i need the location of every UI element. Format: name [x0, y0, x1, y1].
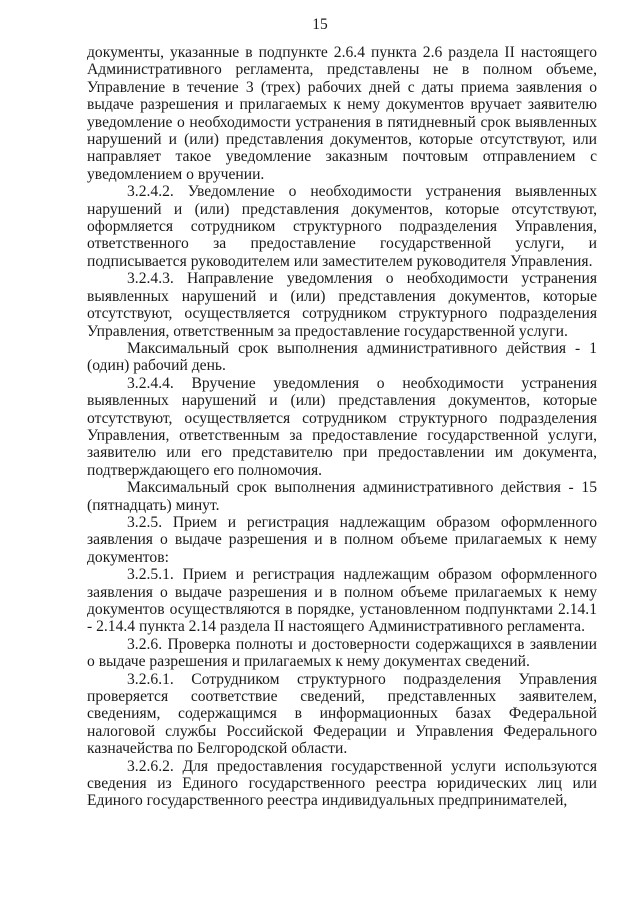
- paragraph: 3.2.6.1. Сотрудником структурного подразделения Управления проверяется соответствие сведений, представленных заявителем, сведениям, содержащимся в информационных базах Федеральной налоговой службы Российской Федерации и Управления Федерального казначейства по Белгородской области.: [87, 670, 597, 758]
- paragraph: 3.2.6. Проверка полноты и достоверности содержащихся в заявлении о выдаче разрешения и прилагаемых к нему документах сведений.: [87, 635, 597, 671]
- paragraph: 3.2.5.1. Прием и регистрация надлежащим образом оформленного заявления о выдаче разрешения и в полном объеме прилагаемых к нему документов осуществляются в порядке, установленном подпунктами 2.14.1 - 2.14.4 пункта 2.14 раздела II настоящего Административного регламента.: [87, 566, 597, 636]
- paragraph: 3.2.4.4. Вручение уведомления о необходимости устранения выявленных нарушений и (или) представления документов, которые отсутствуют, осуществляется сотрудником структурного подразделения Управления, ответственным за предоставление государственной услуги, заявителю или его представителю при предоставлении им документа, подтверждающего его полномочия.: [87, 374, 597, 479]
- page-number: 15: [312, 16, 328, 33]
- paragraph: 3.2.4.3. Направление уведомления о необходимости устранения выявленных нарушений и (или) представления документов, которые отсутствуют, осуществляется сотрудником структурного подразделения Управления, ответственным за предоставление государственной услуги.: [87, 270, 597, 340]
- paragraph: 3.2.5. Прием и регистрация надлежащим образом оформленного заявления о выдаче разрешения и в полном объеме прилагаемых к нему документов:: [87, 513, 597, 566]
- document-body: [87, 44, 597, 810]
- paragraph: 3.2.6.2. Для предоставления государственной услуги используются сведения из Единого государственного реестра юридических лиц или Единого государственного реестра индивидуальных предпринимателей,: [87, 757, 597, 810]
- paragraph: 3.2.4.2. Уведомление о необходимости устранения выявленных нарушений и (или) представления документов, которые отсутствуют, оформляется сотрудником структурного подразделения Управления, ответственного за предоставление государственной услуги, и подписывается руководителем или заместителем руководителя Управления.: [87, 183, 597, 270]
- paragraph: документы, указанные в подпункте 2.6.4 пункта 2.6 раздела II настоящего Административного регламента, представлены не в полном объеме, Управление в течение 3 (трех) рабочих дней с даты приема заявления о выдаче разрешения и прилагаемых к нему документов вручает заявителю уведомление о необходимости устранения в пятидневный срок выявленных нарушений и (или) представления документов, которые отсутствуют, или направляет такое уведомление заказным почтовым отправлением с уведомлением о вручении.: [87, 44, 597, 183]
- paragraph: Максимальный срок выполнения административного действия - 1 (один) рабочий день.: [87, 339, 597, 375]
- paragraph: Максимальный срок выполнения административного действия - 15 (пятнадцать) минут.: [87, 479, 597, 514]
